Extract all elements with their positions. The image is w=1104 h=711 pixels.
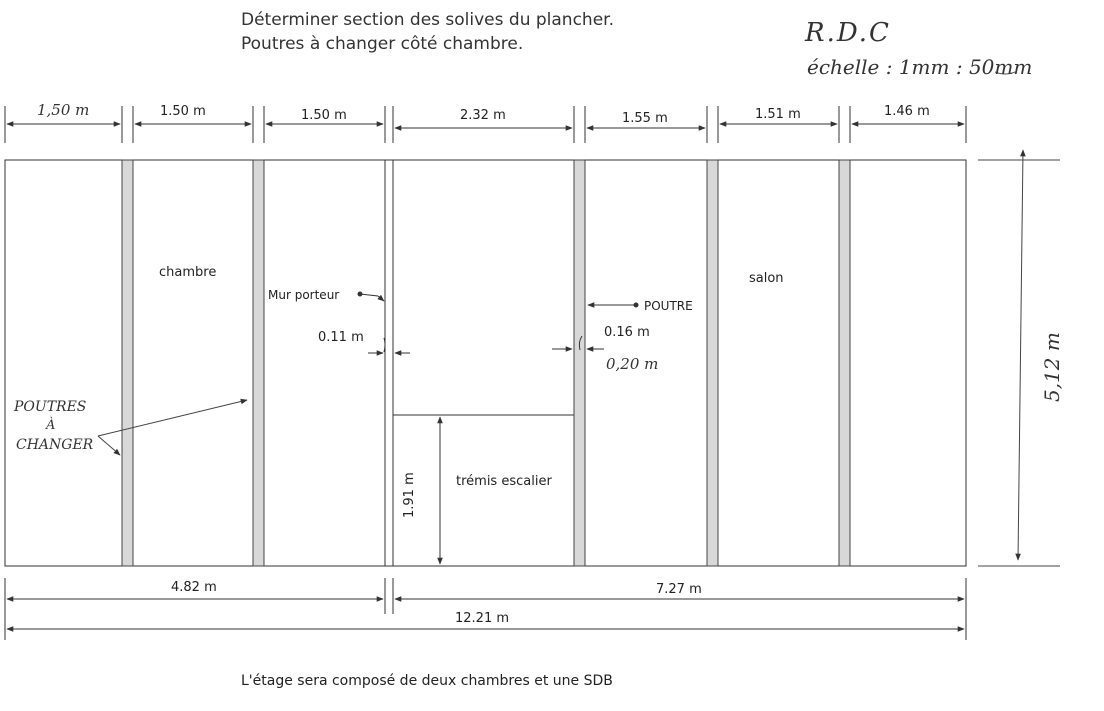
dim-label: 2.32 m: [460, 108, 506, 123]
dim-label: 1.50 m: [160, 104, 206, 119]
dim-label: 7.27 m: [656, 582, 702, 597]
dim-label: 12.21 m: [455, 611, 510, 626]
poutre-label: POUTRE: [644, 299, 693, 313]
floor-outline: [5, 160, 966, 566]
dim-label: 1.55 m: [622, 111, 668, 126]
dim-label: 1.51 m: [755, 107, 801, 122]
mur-porteur-label: Mur porteur: [268, 288, 340, 302]
footer-note: L'étage sera composé de deux chambres et une SDB: [241, 673, 613, 689]
wall-thickness-label: 0.11 m: [318, 330, 364, 345]
tremie-depth-label: 1.91 m: [402, 472, 417, 518]
load-bearing-wall: [385, 160, 393, 566]
beams: [122, 160, 850, 566]
beam: [839, 160, 850, 566]
beam: [253, 160, 264, 566]
room-salon: salon: [749, 271, 784, 286]
dim-label: 1.50 m: [301, 108, 347, 123]
dim-label: 4.82 m: [171, 580, 217, 595]
beam: [707, 160, 718, 566]
dim-label: 1.46 m: [884, 104, 930, 119]
dim-label: 1,50 m: [37, 101, 90, 119]
height-dim-label: 5,12 m: [1040, 332, 1064, 402]
room-chambre: chambre: [159, 265, 217, 280]
room-tremie: trémis escalier: [456, 474, 552, 489]
wall-thickness-arrows: [368, 338, 410, 353]
level-label: R.D.C: [805, 18, 891, 48]
beam-thickness-label: 0.16 m: [604, 325, 650, 340]
beam: [122, 160, 133, 566]
scale-label: échelle : 1mm : 50mm: [807, 55, 1033, 79]
beam-size-alt: 0,20 m: [606, 355, 659, 373]
beam: [574, 160, 585, 566]
leader-lines: [358, 292, 638, 307]
bottom-dimension-lines: [5, 578, 966, 640]
beams-note-line-1: POUTRES: [14, 399, 87, 415]
beams-note-line-2: À: [46, 418, 56, 433]
beam-change-arrows: [98, 400, 247, 455]
beams-note-line-3: CHANGER: [16, 437, 94, 453]
title-line-2: Poutres à changer côté chambre.: [241, 34, 524, 54]
title-line-1: Déterminer section des solives du plancher.: [241, 10, 614, 30]
